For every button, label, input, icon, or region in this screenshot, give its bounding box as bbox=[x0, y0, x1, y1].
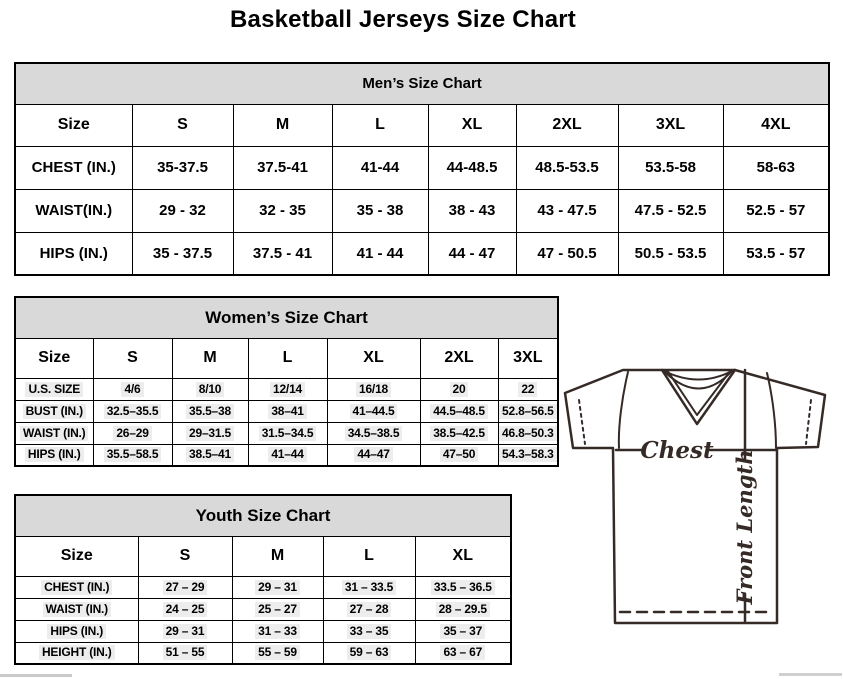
size-value: 38.5–41 bbox=[172, 444, 248, 466]
womens-size-table bbox=[14, 296, 559, 467]
womens-col-xl: XL bbox=[327, 338, 420, 378]
size-value: 41-44 bbox=[332, 146, 428, 189]
size-value: 38.5–42.5 bbox=[420, 422, 498, 444]
front-length-label: Front Length bbox=[732, 449, 757, 605]
table-row bbox=[15, 422, 558, 444]
size-value: 28 – 29.5 bbox=[415, 598, 511, 620]
size-value: 31 – 33.5 bbox=[323, 576, 415, 598]
size-value: 44–47 bbox=[327, 444, 420, 466]
table-row bbox=[15, 378, 558, 400]
table-row bbox=[15, 444, 558, 466]
size-value: 29 – 31 bbox=[138, 620, 232, 642]
size-value: 38–41 bbox=[248, 400, 327, 422]
size-value: 51 – 55 bbox=[138, 642, 232, 664]
size-value: 37.5-41 bbox=[233, 146, 332, 189]
size-value: 26–29 bbox=[93, 422, 172, 444]
mens-col-l: L bbox=[332, 104, 428, 146]
mens-col-4xl: 4XL bbox=[723, 104, 829, 146]
row-label: HIPS (IN.) bbox=[15, 232, 132, 275]
row-label: WAIST (IN.) bbox=[15, 598, 138, 620]
jersey-diagram-icon bbox=[560, 362, 832, 628]
table-row bbox=[15, 189, 829, 232]
row-label: HIPS (IN.) bbox=[15, 620, 138, 642]
row-label: HEIGHT (IN.) bbox=[15, 642, 138, 664]
size-value: 31.5–34.5 bbox=[248, 422, 327, 444]
size-value: 44.5–48.5 bbox=[420, 400, 498, 422]
row-label: WAIST (IN.) bbox=[15, 422, 93, 444]
jersey-measurement-diagram bbox=[560, 362, 832, 633]
size-value: 35-37.5 bbox=[132, 146, 233, 189]
size-value: 32 - 35 bbox=[233, 189, 332, 232]
size-value: 53.5-58 bbox=[618, 146, 723, 189]
size-value: 31 – 33 bbox=[232, 620, 323, 642]
table-row bbox=[15, 400, 558, 422]
mens-col-3xl: 3XL bbox=[618, 104, 723, 146]
size-value: 29 - 32 bbox=[132, 189, 233, 232]
size-value: 35 - 37.5 bbox=[132, 232, 233, 275]
scrollbar-fragment-left[interactable] bbox=[0, 674, 72, 677]
youth-col-s: S bbox=[138, 536, 232, 576]
womens-table-title: Women’s Size Chart bbox=[15, 297, 558, 338]
size-value: 8/10 bbox=[172, 378, 248, 400]
size-value: 52.8–56.5 bbox=[498, 400, 558, 422]
size-value: 16/18 bbox=[327, 378, 420, 400]
size-value: 47–50 bbox=[420, 444, 498, 466]
youth-col-m: M bbox=[232, 536, 323, 576]
scrollbar-fragment-right[interactable] bbox=[779, 673, 842, 676]
chest-label: Chest bbox=[640, 437, 714, 464]
table-row bbox=[15, 598, 511, 620]
size-value: 47.5 - 52.5 bbox=[618, 189, 723, 232]
size-value: 43 - 47.5 bbox=[516, 189, 618, 232]
page-title: Basketball Jerseys Size Chart bbox=[230, 6, 576, 33]
row-label: WAIST(IN.) bbox=[15, 189, 132, 232]
womens-col-size: Size bbox=[15, 338, 93, 378]
womens-col-3xl: 3XL bbox=[498, 338, 558, 378]
size-value: 55 – 59 bbox=[232, 642, 323, 664]
size-value: 35 – 37 bbox=[415, 620, 511, 642]
size-value: 27 – 29 bbox=[138, 576, 232, 598]
size-value: 35.5–58.5 bbox=[93, 444, 172, 466]
mens-size-table bbox=[14, 62, 830, 276]
size-value: 54.3–58.3 bbox=[498, 444, 558, 466]
size-value: 47 - 50.5 bbox=[516, 232, 618, 275]
size-value: 48.5-53.5 bbox=[516, 146, 618, 189]
size-value: 63 – 67 bbox=[415, 642, 511, 664]
size-value: 44 - 47 bbox=[428, 232, 516, 275]
size-value: 34.5–38.5 bbox=[327, 422, 420, 444]
row-label: BUST (IN.) bbox=[15, 400, 93, 422]
mens-col-m: M bbox=[233, 104, 332, 146]
womens-col-s: S bbox=[93, 338, 172, 378]
size-value: 20 bbox=[420, 378, 498, 400]
youth-col-l: L bbox=[323, 536, 415, 576]
size-value: 33 – 35 bbox=[323, 620, 415, 642]
size-value: 46.8–50.3 bbox=[498, 422, 558, 444]
size-value: 41–44.5 bbox=[327, 400, 420, 422]
mens-col-2xl: 2XL bbox=[516, 104, 618, 146]
row-label: CHEST (IN.) bbox=[15, 576, 138, 598]
size-value: 24 – 25 bbox=[138, 598, 232, 620]
row-label: U.S. SIZE bbox=[15, 378, 93, 400]
size-value: 44-48.5 bbox=[428, 146, 516, 189]
row-label: HIPS (IN.) bbox=[15, 444, 93, 466]
size-value: 29 – 31 bbox=[232, 576, 323, 598]
table-row bbox=[15, 146, 829, 189]
mens-col-size: Size bbox=[15, 104, 132, 146]
size-value: 59 – 63 bbox=[323, 642, 415, 664]
table-row bbox=[15, 642, 511, 664]
row-label: CHEST (IN.) bbox=[15, 146, 132, 189]
size-value: 53.5 - 57 bbox=[723, 232, 829, 275]
mens-col-xl: XL bbox=[428, 104, 516, 146]
size-value: 4/6 bbox=[93, 378, 172, 400]
womens-col-l: L bbox=[248, 338, 327, 378]
youth-col-size: Size bbox=[15, 536, 138, 576]
size-value: 41 - 44 bbox=[332, 232, 428, 275]
size-value: 52.5 - 57 bbox=[723, 189, 829, 232]
size-value: 29–31.5 bbox=[172, 422, 248, 444]
mens-table-title: Men’s Size Chart bbox=[15, 63, 829, 104]
size-value: 25 – 27 bbox=[232, 598, 323, 620]
womens-col-m: M bbox=[172, 338, 248, 378]
table-row bbox=[15, 232, 829, 275]
size-value: 35 - 38 bbox=[332, 189, 428, 232]
size-value: 35.5–38 bbox=[172, 400, 248, 422]
size-value: 50.5 - 53.5 bbox=[618, 232, 723, 275]
size-value: 33.5 – 36.5 bbox=[415, 576, 511, 598]
size-value: 58-63 bbox=[723, 146, 829, 189]
size-value: 38 - 43 bbox=[428, 189, 516, 232]
size-value: 27 – 28 bbox=[323, 598, 415, 620]
size-value: 12/14 bbox=[248, 378, 327, 400]
size-value: 37.5 - 41 bbox=[233, 232, 332, 275]
size-value: 32.5–35.5 bbox=[93, 400, 172, 422]
womens-col-2xl: 2XL bbox=[420, 338, 498, 378]
table-row bbox=[15, 620, 511, 642]
youth-table-title: Youth Size Chart bbox=[15, 495, 511, 536]
youth-col-xl: XL bbox=[415, 536, 511, 576]
mens-col-s: S bbox=[132, 104, 233, 146]
size-value: 22 bbox=[498, 378, 558, 400]
youth-size-table bbox=[14, 494, 512, 665]
table-row bbox=[15, 576, 511, 598]
size-value: 41–44 bbox=[248, 444, 327, 466]
